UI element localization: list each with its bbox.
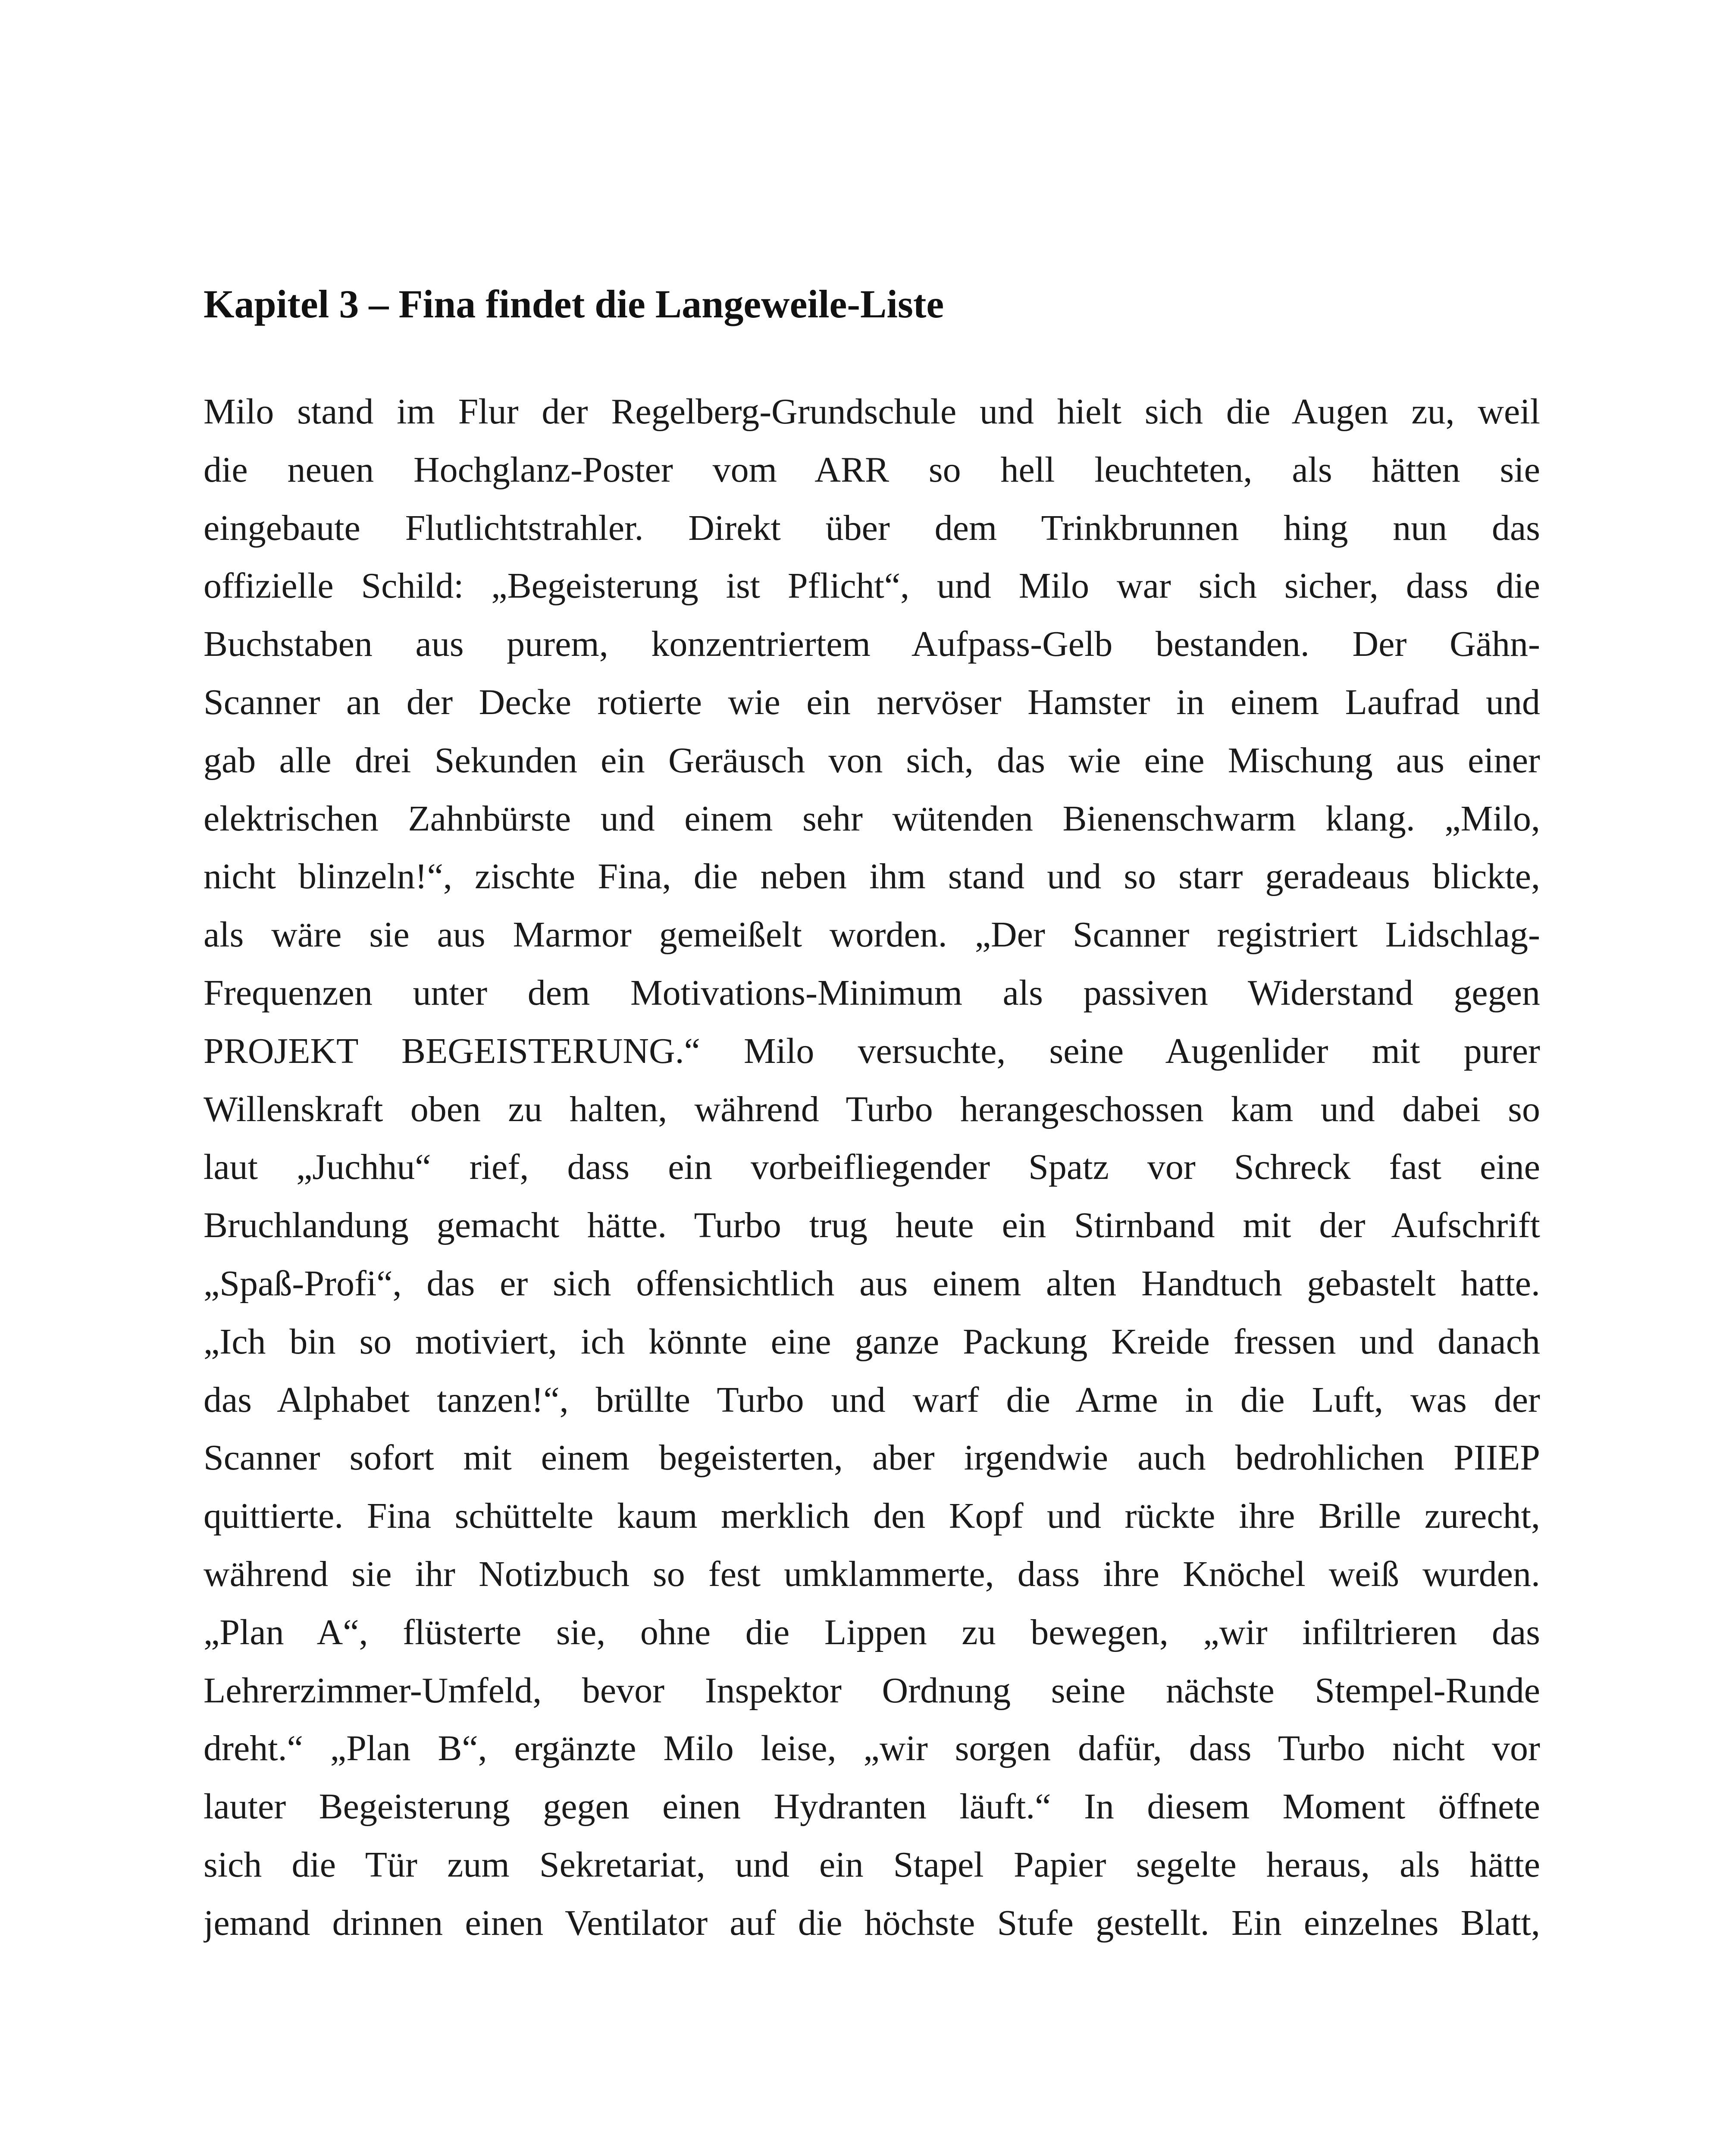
text-line: gab alle drei Sekunden ein Geräusch von sich, das wie eine Mischung aus einer — [204, 740, 1540, 780]
text-line: jemand drinnen einen Ventilator auf die höchste Stufe gestellt. Ein einzelnes Blatt, — [204, 1902, 1540, 1943]
text-line: eingebaute Flutlichtstrahler. Direkt über dem Trinkbrunnen hing nun das — [204, 508, 1540, 548]
chapter-title: Kapitel 3 – Fina findet die Langeweile-Liste — [204, 282, 944, 326]
body-paragraph — [204, 383, 1540, 1952]
text-line: Scanner sofort mit einem begeisterten, aber irgendwie auch bedrohlichen PIIEP — [204, 1438, 1540, 1478]
text-line: „Spaß-Profi“, das er sich offensichtlich aus einem alten Handtuch gebastelt hatte. — [204, 1263, 1540, 1304]
text-line: dreht.“ „Plan B“, ergänzte Milo leise, „wir sorgen dafür, dass Turbo nicht vor — [204, 1728, 1540, 1769]
text-line: Frequenzen unter dem Motivations-Minimum als passiven Widerstand gegen — [204, 972, 1540, 1013]
text-line: als wäre sie aus Marmor gemeißelt worden. „Der Scanner registriert Lidschlag- — [204, 915, 1540, 955]
text-line: Scanner an der Decke rotierte wie ein nervöser Hamster in einem Laufrad und — [204, 682, 1540, 722]
text-line: Lehrerzimmer-Umfeld, bevor Inspektor Ordnung seine nächste Stempel-Runde — [204, 1670, 1540, 1711]
text-line: quittierte. Fina schüttelte kaum merklich den Kopf und rückte ihre Brille zurecht, — [204, 1496, 1540, 1536]
text-line: „Plan A“, flüsterte sie, ohne die Lippen zu bewegen, „wir infiltrieren das — [204, 1612, 1540, 1652]
text-line: Willenskraft oben zu halten, während Turbo herangeschossen kam und dabei so — [204, 1089, 1540, 1129]
text-line: Buchstaben aus purem, konzentriertem Aufpass-Gelb bestanden. Der Gähn- — [204, 624, 1540, 664]
text-line: elektrischen Zahnbürste und einem sehr wütenden Bienenschwarm klang. „Milo, — [204, 798, 1540, 839]
text-line: nicht blinzeln!“, zischte Fina, die neben ihm stand und so starr geradeaus blickte, — [204, 856, 1540, 897]
text-line: laut „Juchhu“ rief, dass ein vorbeifliegender Spatz vor Schreck fast eine — [204, 1147, 1540, 1188]
text-line: Milo stand im Flur der Regelberg-Grundschule und hielt sich die Augen zu, weil — [204, 392, 1540, 432]
text-line: während sie ihr Notizbuch so fest umklammerte, dass ihre Knöchel weiß wurden. — [204, 1554, 1540, 1594]
text-line: PROJEKT BEGEISTERUNG.“ Milo versuchte, seine Augenlider mit purer — [204, 1031, 1540, 1071]
text-line: das Alphabet tanzen!“, brüllte Turbo und warf die Arme in die Luft, was der — [204, 1379, 1540, 1420]
text-line: „Ich bin so motiviert, ich könnte eine ganze Packung Kreide fressen und danach — [204, 1321, 1540, 1362]
text-line: lauter Begeisterung gegen einen Hydranten läuft.“ In diesem Moment öffnete — [204, 1786, 1540, 1827]
text-line: die neuen Hochglanz-Poster vom ARR so hell leuchteten, als hätten sie — [204, 449, 1540, 490]
text-line: sich die Tür zum Sekretariat, und ein Stapel Papier segelte heraus, als hätte — [204, 1844, 1540, 1885]
text-line: offizielle Schild: „Begeisterung ist Pflicht“, und Milo war sich sicher, dass die — [204, 566, 1540, 606]
text-line: Bruchlandung gemacht hätte. Turbo trug heute ein Stirnband mit der Aufschrift — [204, 1205, 1540, 1246]
